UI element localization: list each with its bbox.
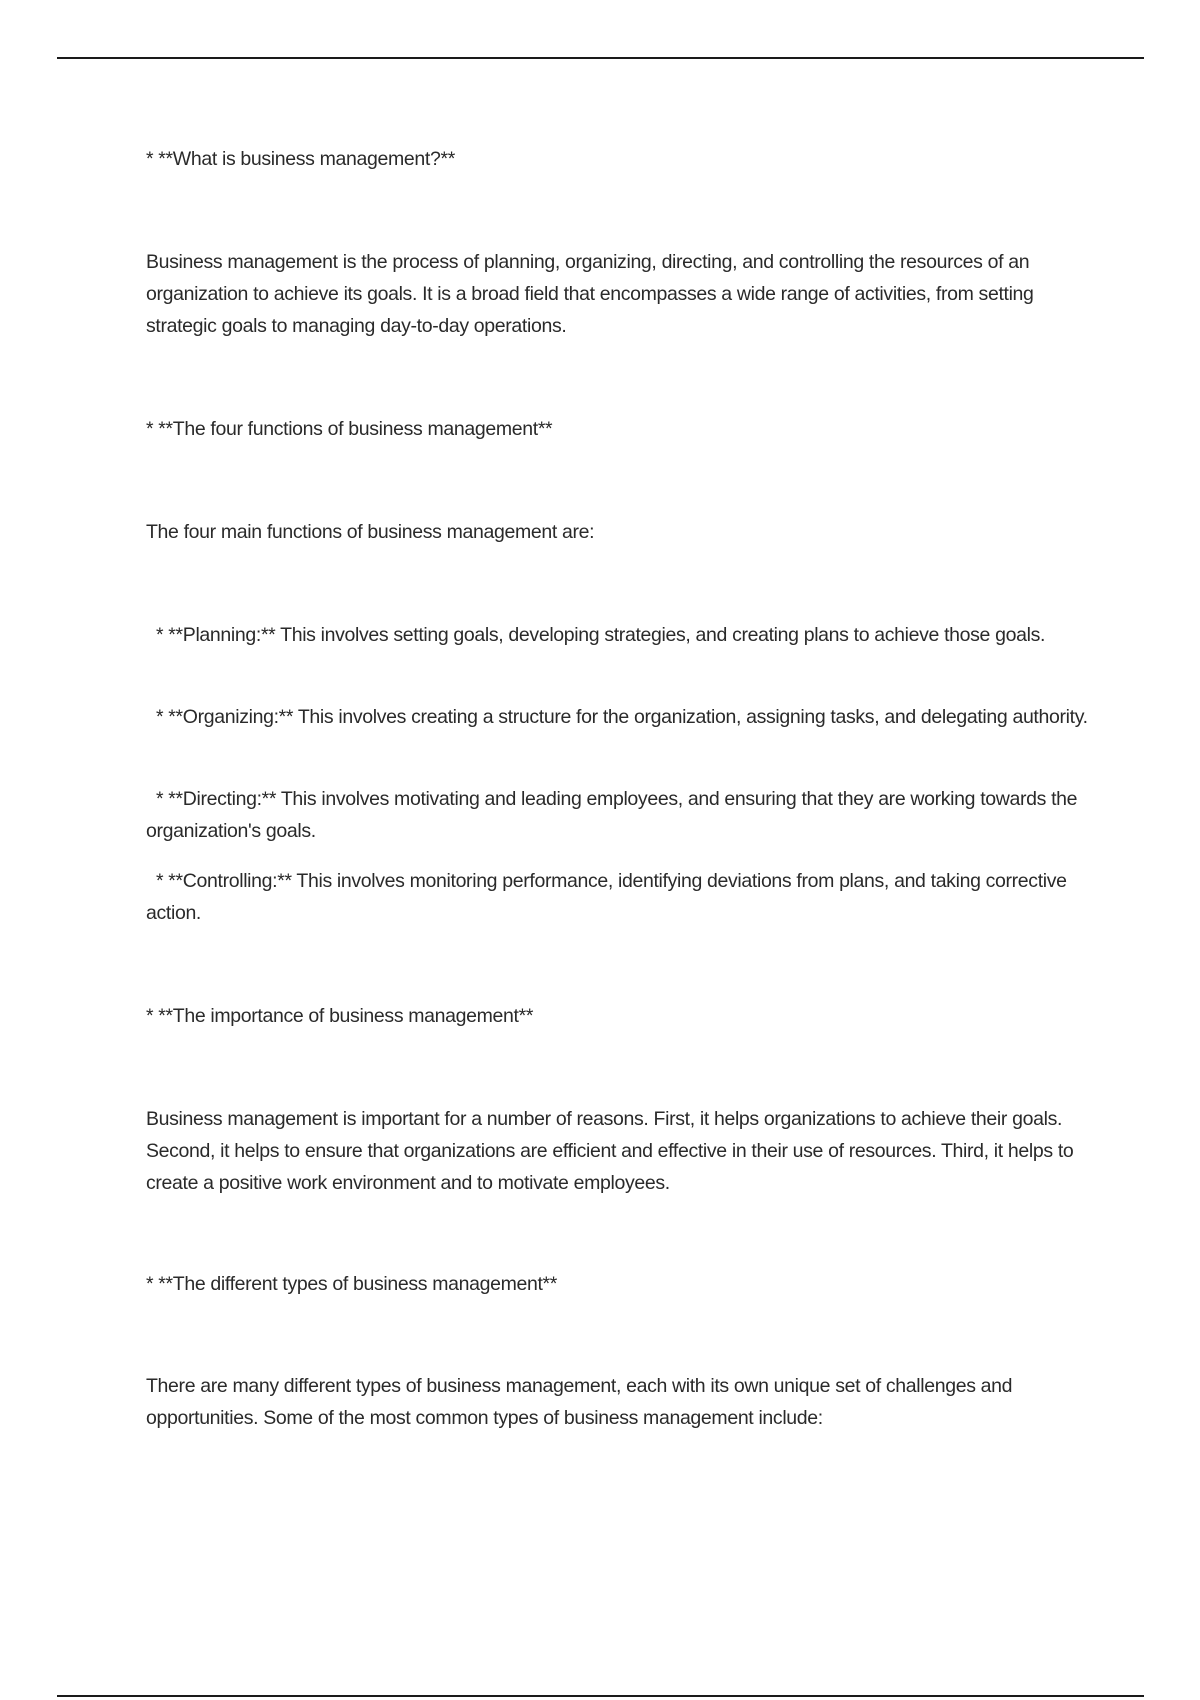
- heading-four-functions: * **The four functions of business management**: [146, 418, 553, 440]
- paragraph-functions-intro: The four main functions of business management are:: [146, 521, 595, 543]
- list-item-planning: * **Planning:** This involves setting goals, developing strategies, and creating plans to achieve those goals.: [156, 624, 1046, 646]
- paragraph-types: There are many different types of business management, each with its own unique set of challenges and opportunities. Some of the most common types of business management include:: [146, 1375, 1013, 1429]
- list-item-organizing: * **Organizing:** This involves creating a structure for the organization, assigning tasks, and delegating authority.: [156, 706, 1088, 728]
- footer-rule: [57, 1695, 1144, 1697]
- paragraph-importance: Business management is important for a number of reasons. First, it helps organizations to achieve their goals. Second, it helps to ensure that organizations are efficient and effective in their use of resources. Third, it helps to create a positive work environment and to motivate employees.: [146, 1108, 1074, 1194]
- list-item-directing: * **Directing:** This involves motivating and leading employees, and ensuring that they are working towards the organization's goals.: [146, 788, 1078, 842]
- heading-types: * **The different types of business management**: [146, 1273, 558, 1295]
- header-rule: [57, 57, 1144, 59]
- heading-importance: * **The importance of business management**: [146, 1005, 534, 1027]
- heading-what-is-business-management: * **What is business management?**: [146, 148, 455, 170]
- paragraph-definition: Business management is the process of planning, organizing, directing, and controlling the resources of an organization to achieve its goals. It is a broad field that encompasses a wide range of activities, from setting strategic goals to managing day-to-day operations.: [146, 251, 1034, 337]
- list-item-controling: * **Controlling:** This involves monitoring performance, identifying deviations from plans, and taking corrective action.: [146, 870, 1067, 924]
